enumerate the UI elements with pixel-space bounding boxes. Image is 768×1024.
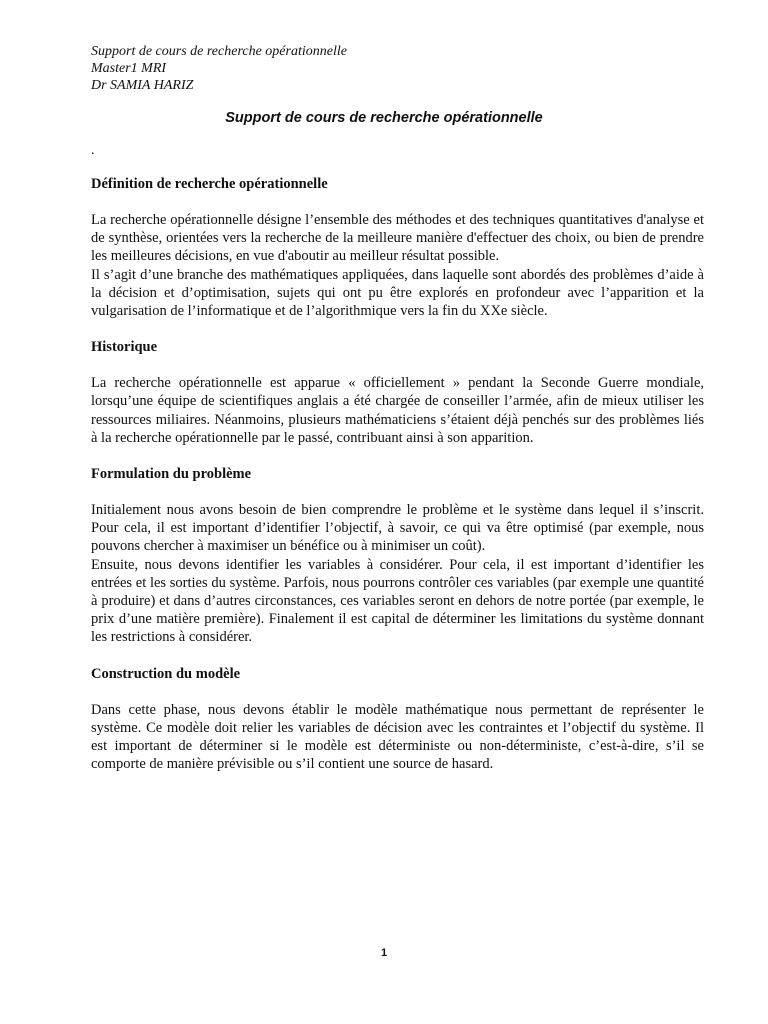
section-heading: Formulation du problème [91,466,252,483]
header-author: Dr SAMIA HARIZ [91,78,194,93]
stray-dot: . [91,143,95,158]
section-heading: Construction du modèle [91,665,241,682]
section-formulation [91,465,704,647]
paragraph: Ensuite, nous devons identifier les variables à considérer. Pour cela, il est important d’identifier les entrées et les sorties du système. Parfois, nous pourrons contrôler ces variables (par exemple une quantité à produire) et dans d’autres circonstances, ces variables seront en dehors de notre portée (par exemple, le prix d’une matière première). Finalement il est capital de déterminer les limitations du système donnant les restrictions à considérer. [91,556,704,646]
document-body [91,175,704,791]
section-construction [91,665,704,774]
header-program: Master1 MRI [91,61,167,76]
document-title: Support de cours de recherche opérationnelle [225,110,543,126]
section-heading: Définition de recherche opérationnelle [91,176,328,192]
paragraph: Dans cette phase, nous devons établir le modèle mathématique nous permettant de représenter le système. Ce modèle doit relier les variables de décision avec les contraintes et l’objectif du système. Il est important de déterminer si le modèle est déterministe ou non-déterministe, c’est-à-dire, s’il se comporte de manière prévisible ou s’il contient une source de hasard. [91,701,704,773]
paragraph: La recherche opérationnelle est apparue « officiellement » pendant la Seconde Guerre mondiale, lorsqu’une équipe de scientifiques anglais a été chargée de conseiller l’armée, afin de mieux utiliser les ressources miliaires. Néanmoins, plusieurs mathématiciens s’étaient déjà penchés sur des problèmes liés à la recherche opérationnelle par le passé, contribuant ainsi à son apparition. [91,375,704,446]
section-heading: Historique [91,339,158,356]
paragraph: La recherche opérationnelle désigne l’ensemble des méthodes et des techniques quantitatives d'analyse et de synthèse, orientées vers la recherche de la meilleure manière d'effectuer des choix, ou bien de prendre les meilleures décisions, en vue d'aboutir au meilleur résultat possible. [91,212,704,265]
section-definition [91,175,704,320]
paragraph: Il s’agit d’une branche des mathématiques appliquées, dans laquelle sont abordés des problèmes d’aide à la décision et d’optimisation, sujets qui ont pu être explorés en profondeur avec l’apparition et la vulgarisation de l’informatique et de l’algorithmique vers la fin du XXe siècle. [91,266,704,320]
paragraph: Initialement nous avons besoin de bien comprendre le problème et le système dans lequel il s’inscrit. Pour cela, il est important d’identifier l’objectif, à savoir, ce qui va être optimisé (par exemple, nous pouvons chercher à maximiser un bénéfice ou à minimiser un coût). [91,502,704,555]
header-course-title: Support de cours de recherche opérationnelle [91,44,347,59]
section-historique [91,338,704,447]
document-header [91,43,347,94]
page-number: 1 [380,947,388,959]
